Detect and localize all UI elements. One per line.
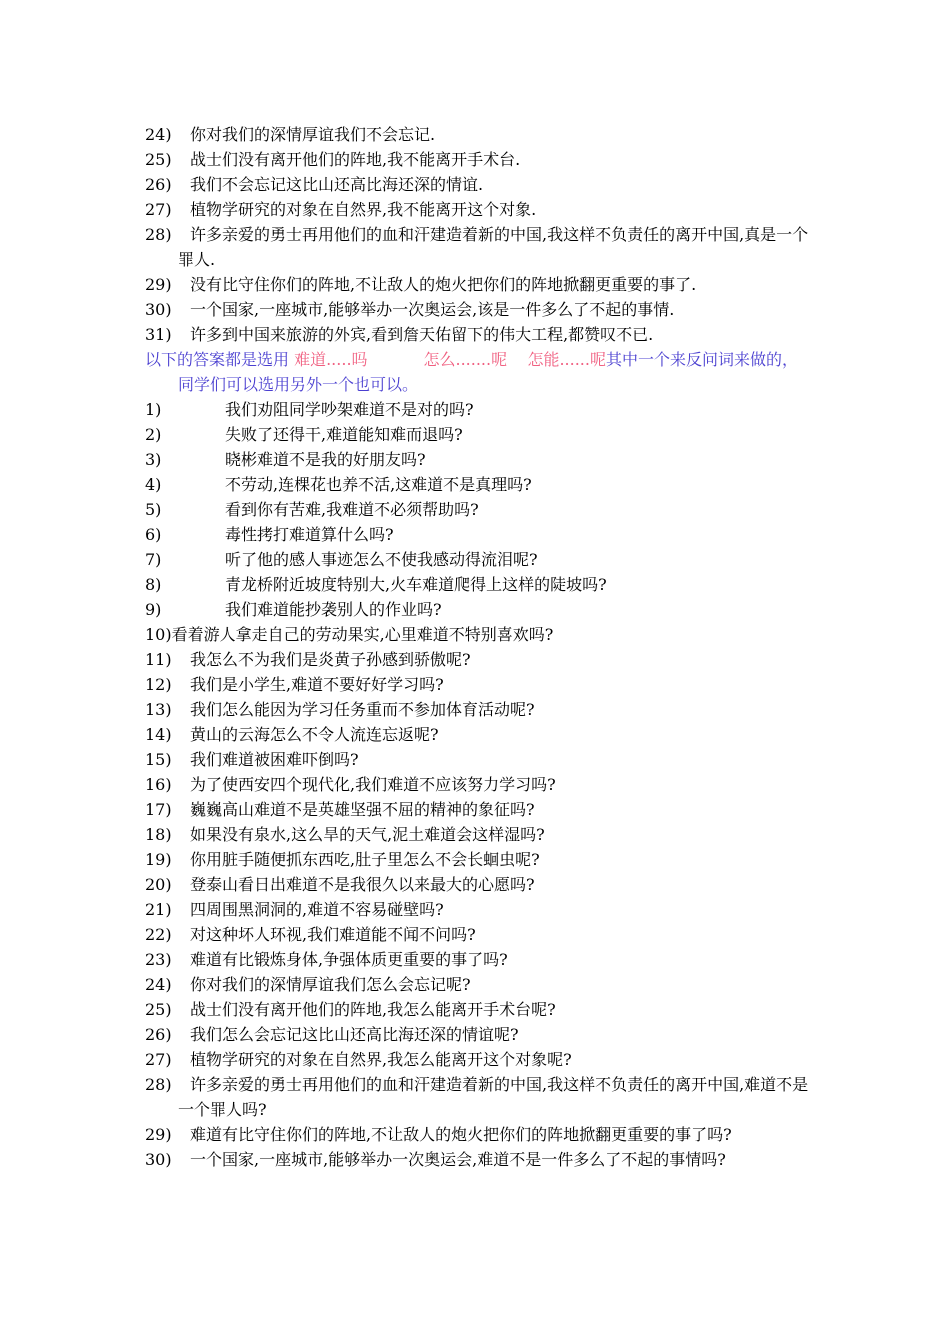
pattern-zenme-ne: 怎么.......呢 — [423, 350, 508, 369]
item-number: 27) — [145, 1050, 172, 1069]
list-item — [145, 297, 810, 322]
list-item — [145, 522, 810, 547]
item-text: 没有比守住你们的阵地,不让敌人的炮火把你们的阵地掀翻更重要的事了. — [190, 275, 697, 294]
item-number: 26) — [145, 175, 172, 194]
item-number: 25) — [145, 1000, 172, 1019]
item-text: 植物学研究的对象在自然界,我不能离开这个对象. — [190, 200, 537, 219]
item-text: 我们难道能抄袭别人的作业吗? — [225, 600, 442, 619]
item-text: 难道有比守住你们的阵地,不让敌人的炮火把你们的阵地掀翻更重要的事了吗? — [190, 1125, 732, 1144]
item-text: 我们怎么会忘记这比山还高比海还深的情谊呢? — [190, 1025, 519, 1044]
original-sentences-list — [145, 122, 810, 347]
list-item — [145, 197, 810, 222]
item-text: 我怎么不为我们是炎黄子孙感到骄傲呢? — [190, 650, 471, 669]
item-text: 你对我们的深情厚谊我们不会忘记. — [190, 125, 436, 144]
list-item — [145, 322, 810, 347]
item-number: 13) — [145, 700, 172, 719]
item-text: 我们怎么能因为学习任务重而不参加体育活动呢? — [190, 700, 535, 719]
item-number: 15) — [145, 750, 172, 769]
item-number: 11) — [145, 650, 172, 669]
list-item — [145, 797, 810, 822]
list-item — [145, 222, 810, 272]
list-item — [145, 672, 810, 697]
item-number: 20) — [145, 875, 172, 894]
item-number: 29) — [145, 275, 172, 294]
item-number: 29) — [145, 1125, 172, 1144]
document-content — [145, 122, 810, 1172]
item-number: 21) — [145, 900, 172, 919]
item-text: 我们是小学生,难道不要好好学习吗? — [190, 675, 444, 694]
list-item — [145, 872, 810, 897]
list-item — [145, 697, 810, 722]
item-number: 9) — [145, 600, 162, 619]
list-item — [145, 497, 810, 522]
item-number: 19) — [145, 850, 172, 869]
item-number: 4) — [145, 475, 162, 494]
list-item — [145, 1147, 810, 1172]
item-number: 7) — [145, 550, 162, 569]
item-text: 许多亲爱的勇士再用他们的血和汗建造着新的中国,我这样不负责任的离开中国,真是一个罪人. — [178, 225, 809, 269]
item-number: 30) — [145, 1150, 172, 1169]
item-text: 战士们没有离开他们的阵地,我不能离开手术台. — [190, 150, 521, 169]
item-number: 16) — [145, 775, 172, 794]
item-number: 6) — [145, 525, 162, 544]
list-item — [145, 847, 810, 872]
list-item — [145, 1122, 810, 1147]
item-text: 青龙桥附近坡度特别大,火车难道爬得上这样的陡坡吗? — [225, 575, 607, 594]
item-number: 30) — [145, 300, 172, 319]
item-text: 许多亲爱的勇士再用他们的血和汗建造着新的中国,我这样不负责任的离开中国,难道不是一个罪人吗? — [178, 1075, 809, 1119]
list-item — [145, 997, 810, 1022]
item-text: 登泰山看日出难道不是我很久以来最大的心愿吗? — [190, 875, 535, 894]
item-text: 植物学研究的对象在自然界,我怎么能离开这个对象呢? — [190, 1050, 572, 1069]
item-text: 我们劝阻同学吵架难道不是对的吗? — [225, 400, 474, 419]
list-item — [145, 272, 810, 297]
item-number: 1) — [145, 400, 162, 419]
instruction-paragraph — [145, 347, 810, 397]
item-text: 看到你有苦难,我难道不必须帮助吗? — [225, 500, 479, 519]
item-text: 听了他的感人事迹怎么不使我感动得流泪呢? — [225, 550, 538, 569]
list-item — [145, 822, 810, 847]
item-number: 5) — [145, 500, 162, 519]
item-text: 你对我们的深情厚谊我们怎么会忘记呢? — [190, 975, 471, 994]
list-item — [145, 147, 810, 172]
item-text: 看着游人拿走自己的劳动果实,心里难道不特别喜欢吗? — [171, 625, 554, 644]
item-text: 为了使西安四个现代化,我们难道不应该努力学习吗? — [190, 775, 556, 794]
item-text: 一个国家,一座城市,能够举办一次奥运会,难道不是一件多么了不起的事情吗? — [190, 1150, 726, 1169]
item-number: 3) — [145, 450, 162, 469]
item-number: 25) — [145, 150, 172, 169]
list-item — [145, 722, 810, 747]
answers-list-a — [145, 397, 810, 622]
item-number: 28) — [145, 1075, 172, 1094]
item-text: 不劳动,连棵花也养不活,这难道不是真理吗? — [225, 475, 532, 494]
list-item — [145, 422, 810, 447]
item-text: 我们难道被困难吓倒吗? — [190, 750, 359, 769]
item-number: 24) — [145, 125, 172, 144]
item-text: 一个国家,一座城市,能够举办一次奥运会,该是一件多么了不起的事情. — [190, 300, 675, 319]
list-item — [145, 122, 810, 147]
item-text: 毒性拷打难道算什么吗? — [225, 525, 394, 544]
item-text: 你用脏手随便抓东西吃,肚子里怎么不会长蛔虫呢? — [190, 850, 540, 869]
item-number: 14) — [145, 725, 172, 744]
list-item — [145, 1072, 810, 1122]
list-item — [145, 947, 810, 972]
list-item — [145, 647, 810, 672]
list-item — [145, 772, 810, 797]
item-number: 31) — [145, 325, 172, 344]
list-item — [145, 472, 810, 497]
list-item — [145, 897, 810, 922]
list-item — [145, 572, 810, 597]
item-number: 26) — [145, 1025, 172, 1044]
list-item — [145, 447, 810, 472]
item-number: 23) — [145, 950, 172, 969]
item-number: 8) — [145, 575, 162, 594]
list-item — [145, 747, 810, 772]
item-number: 12) — [145, 675, 172, 694]
instruction-text-start: 以下的答案都是选用 — [145, 350, 295, 369]
list-item — [145, 172, 810, 197]
item-number: 24) — [145, 975, 172, 994]
list-item — [145, 972, 810, 997]
item-text: 如果没有泉水,这么旱的天气,泥土难道会这样湿吗? — [190, 825, 545, 844]
item-number: 22) — [145, 925, 172, 944]
instruction-text-end: 其中一个来反问词来做的，同学们可以选用另外一个也可以。 — [178, 350, 798, 394]
item-text: 对这种坏人环视,我们难道能不闻不问吗? — [190, 925, 476, 944]
list-item — [145, 922, 810, 947]
item-number: 17) — [145, 800, 172, 819]
pattern-zenneng-ne: 怎能......呢 — [527, 350, 606, 369]
item-text: 晓彬难道不是我的好朋友吗? — [225, 450, 426, 469]
list-item — [145, 547, 810, 572]
item-number: 2) — [145, 425, 162, 444]
list-item — [145, 1047, 810, 1072]
item-text: 巍巍高山难道不是英雄坚强不屈的精神的象征吗? — [190, 800, 535, 819]
pattern-nandao-ma: 难道.....吗 — [294, 350, 368, 369]
item-number: 10) — [145, 625, 172, 644]
list-item — [145, 597, 810, 622]
list-item — [145, 397, 810, 422]
item-number: 27) — [145, 200, 172, 219]
item-number: 18) — [145, 825, 172, 844]
item-text: 我们不会忘记这比山还高比海还深的情谊. — [190, 175, 484, 194]
item-text: 难道有比锻炼身体,争强体质更重要的事了吗? — [190, 950, 508, 969]
item-text: 战士们没有离开他们的阵地,我怎么能离开手术台呢? — [190, 1000, 556, 1019]
list-item — [145, 622, 810, 647]
item-number: 28) — [145, 225, 172, 244]
item-text: 许多到中国来旅游的外宾,看到詹天佑留下的伟大工程,都赞叹不已. — [190, 325, 654, 344]
answers-list-b — [145, 647, 810, 1172]
item-text: 黄山的云海怎么不令人流连忘返呢? — [190, 725, 439, 744]
item-text: 失败了还得干,难道能知难而退吗? — [225, 425, 463, 444]
list-item — [145, 1022, 810, 1047]
item-text: 四周围黑洞洞的,难道不容易碰壁吗? — [190, 900, 444, 919]
